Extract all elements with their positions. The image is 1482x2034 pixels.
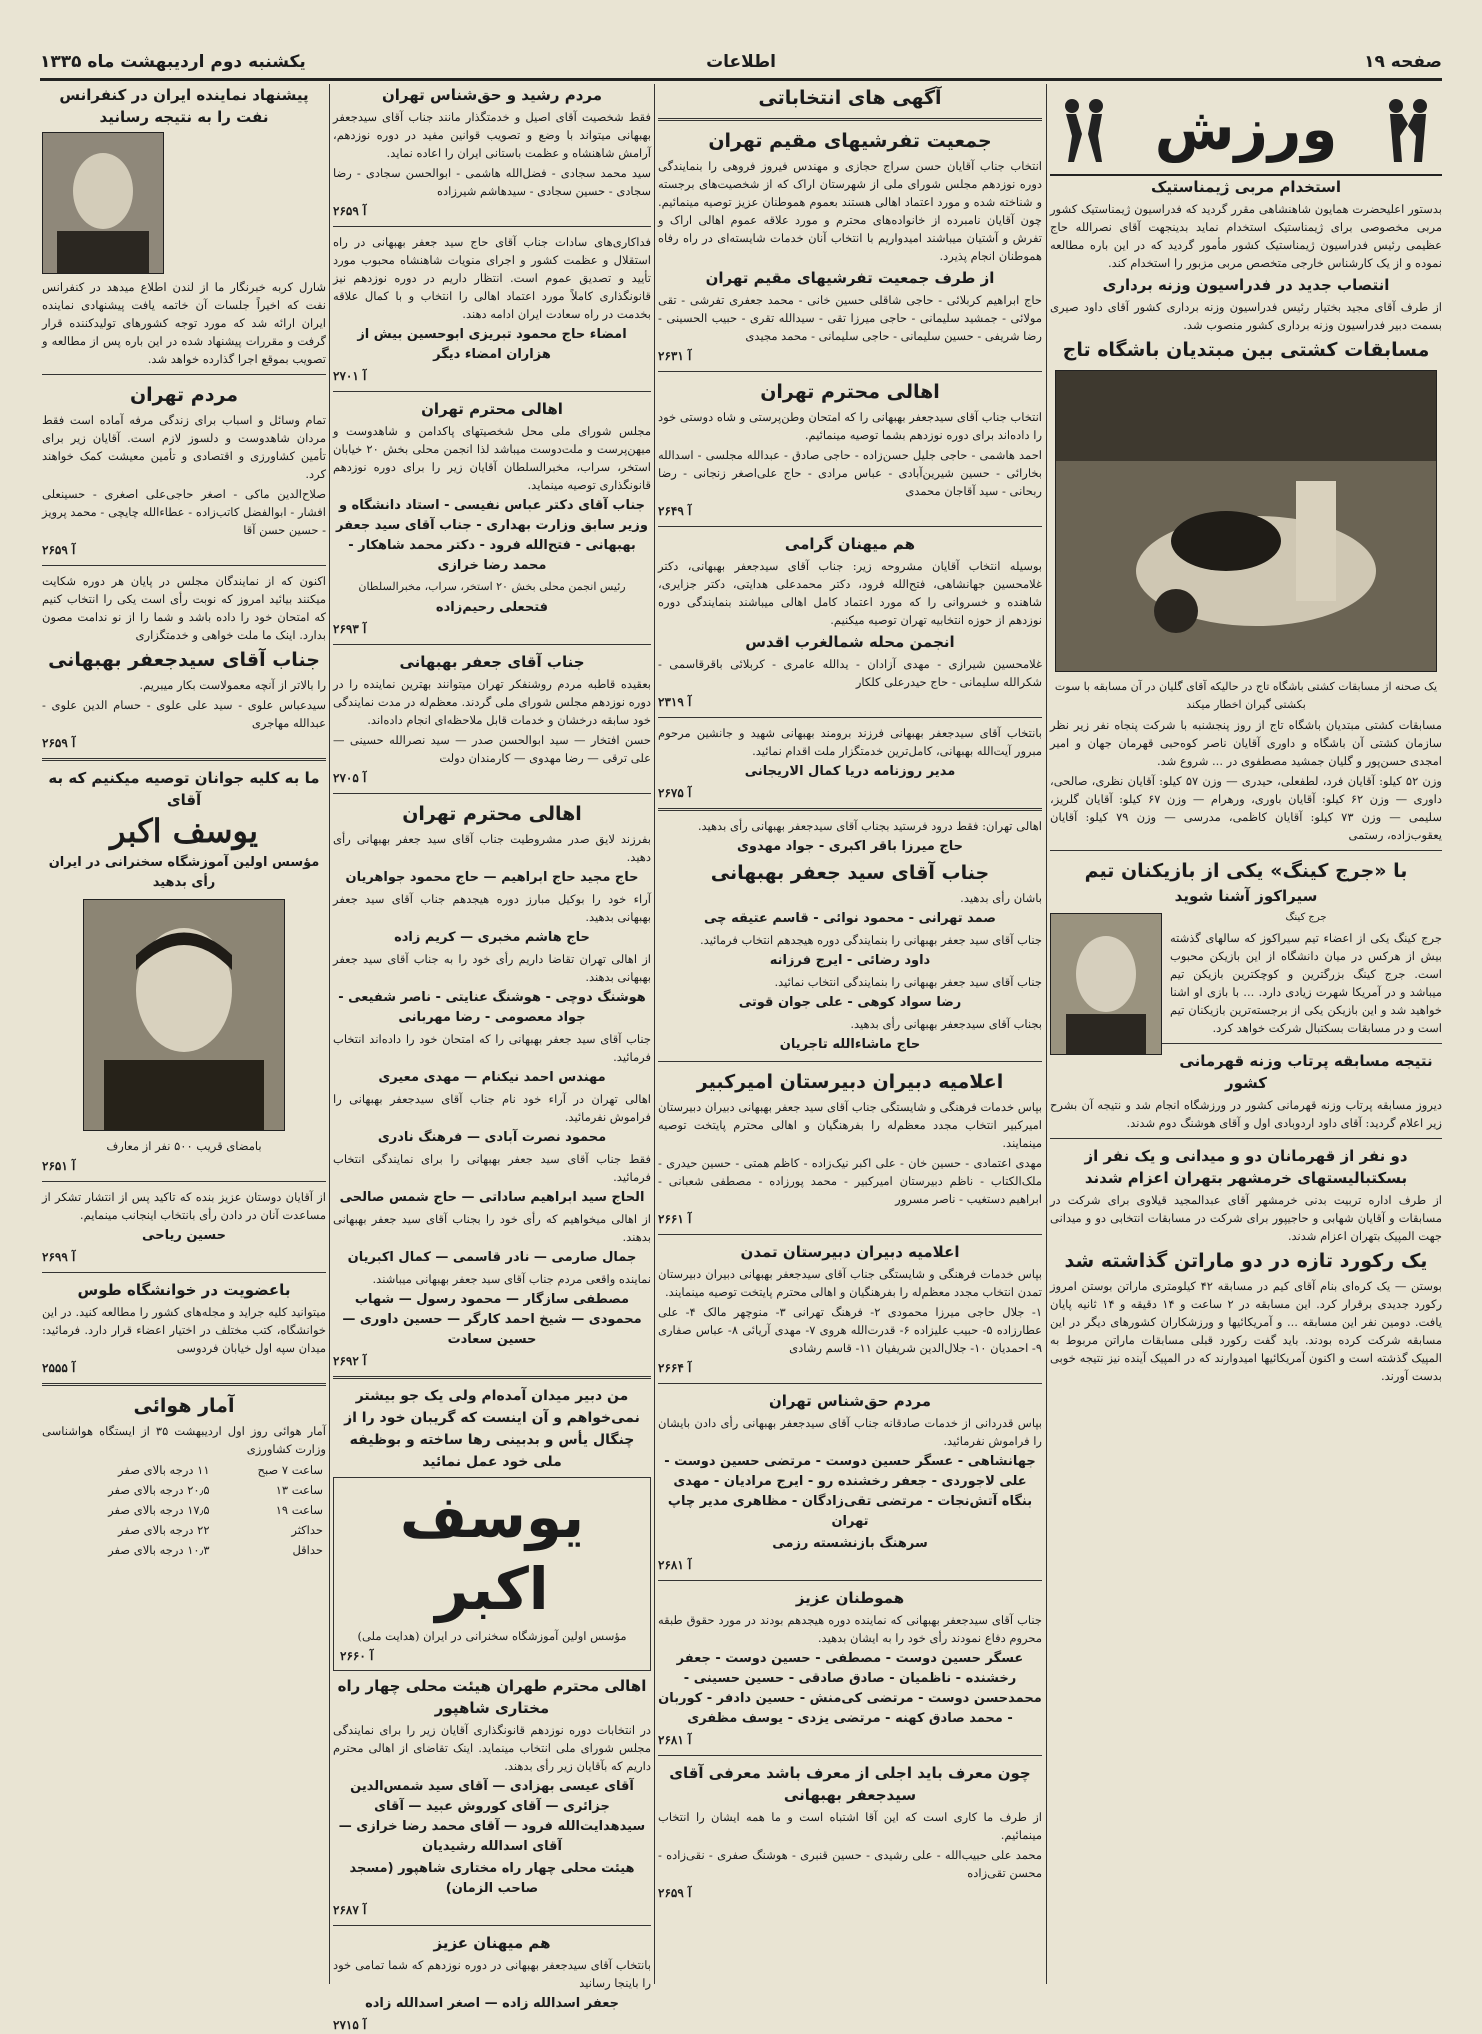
weather-label: حداقل [292,1543,323,1557]
issue-date: یکشنبه دوم اردیبهشت ماه ۱۳۳۵ [40,52,306,72]
behbahani-endorsement-body: اکنون که از نمایندگان مجلس در پایان هر دوره شکایت میکنند بیائید امروز که نوبت رأی است یکی را انتخاب کنیم که امتحان خود را داده باشد و شما را از نو ندامت مصون بدارد. اینک ما ملت خواهی و خدمتگزاری [42,574,326,642]
compatriots-ad-title: هم میهنان گرامی [784,535,916,553]
ad-code: آ ۲۵۵۵ [42,1361,76,1375]
table-row [42,1500,326,1520]
george-king-body: جرج کینگ یکی از اعضاء تیم سیراکوز که سالهای گذشته بیش از هرکس در میان دانشگاه از این بازیکن محبوب است. جرج کینگ بزرگترین و کوچکترین بازیکن تیم میباشد و در آمریکا شهرت زیادی دارد. ... با بازی او اشنا خواهید شد و این بازیکن یکی از برجسته‌ترین بازیکنان تیم است و در مسابقات بسکتبال شرکت خواهد کرد. [1170,931,1442,1035]
ad-signers: مهندس احمد نیکنام — مهدی معیری [378,1070,606,1085]
wrestling-photo-caption: یک صحنه از مسابقات کشتی باشگاه تاج در حالیکه آقای گلیان در آن مسابقه با سوت بکشتی گیران اخطار میکند [1054,680,1438,711]
behbahani-endorsement-name: جناب آقای سیدجعفر بهبهانی [48,649,320,671]
tafresh-ad-signers-title: از طرف جمعیت تفرشیهای مقیم تهران [705,269,995,287]
district20-ad-signer: رئیس انجمن محلی بخش ۲۰ استخر، سراب، مخبرالسلطان [358,580,626,593]
weather-label: ساعت ۱۳ [275,1483,323,1497]
tehran-ad-signers: احمد هاشمی - حاجی جلیل حسن‌زاده - حاجی صادق - عبدالله مجلسی - اسدالله بخارائی - حسین شیرین‌آبادی - عباس مرادی - حاج علی‌اصغر زنجانی - رضا ربحانی - سید آقاجان محمدی [658,448,1042,498]
ad-code: آ ۲۶۶۴ [658,1361,692,1375]
ad-body: آراء خود را بوکیل مبارز دوره هیجدهم جناب آقای سید جعفر بهبهانی بدهید. [333,892,651,924]
ad-signers: رضا سواد کوهی - علی جوان قوتی [738,995,962,1010]
weather-value: ۱۰٫۳ درجه بالای صفر [108,1543,210,1557]
table-row [42,1480,326,1500]
marathon-body: بوستن — یک کره‌ای بنام آقای کیم در مسابقه ۴۲ کیلومتری ماراتن بوستن امروز رکورد جدیدی برقرار کرد. این مسابقه در ۲ ساعت و ۱۴ دقیقه و ۱۴ ثانیه پایان یافت. دومین نفر این مسابقه ... و آمریکائیها و ورزشکاران کشورهای دیگر در این مسابقه شرکت کرده بودند. باید گفت رکورد قبلی مسابقات ماراتن مربوط به المپیک گذشته است و اکنون آمریکائیها امیدوارند که در المپیک آینده نیز نتیجه خوبی بدست آورند. [1050,1279,1443,1383]
behbahani-ad-body-2: جناب آقای سید جعفر بهبهانی را بنمایندگی دوره هیجدهم انتخاب فرمائید. [700,933,1042,947]
grateful-people-ad-sub: سرهنگ بازنشسته رزمی [772,1536,928,1551]
ad-signers: جعفر اسدالله زاده — اصغر اسدالله زاده [365,1996,619,2011]
toos-library-body: میتوانید کلیه جراید و مجله‌های کشور را مطالعه کنید. در این خوانشگاه، کتب مختلف در اختیار اعضاء قرار دارد. فرمائید: میدان سپه اول خیابان فردوسی [42,1305,326,1355]
jafar-ad-title: جناب آقای جعفر بهبهانی [399,653,585,671]
ad-signers: صمد تهرانی - محمود نوائی - قاسم عتیقه چی [704,911,996,926]
tamaddon-ad-body: بپاس خدمات فرهنگی و شایستگی جناب آقای سیدجعفر بهبهانی دبیران دبیرستان تمدن انتخاب مجدد معظم‌له را بفرهنگیان و اهالی محترم پایتخت توصیه مینمایند. [658,1267,1042,1299]
weather-value: ۲۰٫۵ درجه بالای صفر [108,1483,210,1497]
gymnastics-headline: استخدام مربی ژیمناستیک [1151,178,1341,196]
shahpour-ad-candidates: آقای عیسی بهزادی — آقای سید شمس‌الدین جزائری — آقای کوروش عبید — آقای سیدهدایت‌الله فرود — آقای محمد رضا خرازی — آقای اسدالله رشیدیان [338,1779,646,1854]
ad-body: فقط جناب آقای سید جعفر بهبهانی را برای نمایندگی انتخاب فرمائید. [333,1152,651,1184]
weather-value: ۲۲ درجه بالای صفر [118,1523,210,1537]
dear-compatriots-ad-title: هموطنان عزیز [795,1589,905,1607]
ad-body: جناب آقای سید جعفر بهبهانی را که امتحان خود را داده‌اند انتخاب فرمائید. [333,1032,651,1064]
wrestling-results: وزن ۵۲ کیلو: آقایان فرد، لطفعلی، حیدری — وزن ۵۷ کیلو: آقایان نظری، صالحی، داوری — وزن ۶۲ کیلو: آقایان باوری، ورهرام — وزن ۶۷ کیلو: آقایان گلریز، سلیمی — وزن ۷۳ کیلو: آقایان کاظمی، مدرسی — وزن ۷۹ کیلو: آقایان یعقوب‌زاده، رستمی [1050,774,1442,842]
behbahani-ad-body-4: بجناب آقای سیدجعفر بهبهانی رأی بدهید. [850,1017,1042,1031]
george-king-subhead: سیراکوز آشنا شوید [1174,887,1318,905]
rashid-ad-body: فقط شخصیت آقای اصیل و خدمتگذار مانند جناب آقای سیدجعفر بهبهانی میتواند با وضع و تصویب قوانین مفید در دوره نوزدهم، آرامش شاهنشاه و عظمت باستانی ایران را اعاده نماید. [333,110,651,160]
akbar-quote: من دبیر میدان آمده‌ام ولی یک جو بیشتر نمی‌خواهم و آن اینست که گریبان خود را از چنگال یأس و بدبینی رها ساخته و بوظیفه ملی خود عمل نمائید [344,1388,640,1470]
jafar-ad-signers: حسن افتخار — سید ابوالحسن صدر — سید نصرالله حسینی — علی ترقی — رضا مهدوی — کارمندان دولت [333,733,651,765]
introducer-ad-signers: محمد علی حبیب‌الله - علی رشیدی - حسین قنبری - هوشنگ صفری - نقی‌زاده - محسن تقی‌زاده [658,1848,1042,1880]
ad-code: آ ۲۶۸۱ [658,1558,692,1572]
ad-signers: الحاج سید ابراهیم ساداتی — حاج شمس صالحی [339,1190,645,1205]
ad-signers: حاج هاشم مخبری — کریم زاده [394,930,590,945]
darya-ad-body: بانتخاب آقای سیدجعفر بهبهانی فرزند برومند بهبهانی شهید و جانشین مرحوم مبرور آیت‌الله بهبهانی، کامل‌ترین خدمتگزار ملت اقدام نمائید. [658,726,1042,758]
table-row [42,1540,326,1560]
ad-body: اهالی تهران در آراء خود نام جناب آقای سیدجعفر بهبهانی را فراموش نفرمائید. [333,1092,651,1124]
khorramshahr-headline: دو نفر از قهرمانان دو و میدانی و یک نفر از بسکتبالیستهای خرمشهر بتهران اعزام شدند [1084,1147,1408,1187]
weather-intro: آمار هوائی روز اول اردیبهشت ۳۵ از ایستگاه هواشناسی وزارت کشاورزی [42,1424,326,1456]
tafresh-ad-signers: حاج ابراهیم کربلائی - حاجی شاقلی حسین خانی - محمد جعفری تفرشی - تقی مولائی - جمشید سلیمانی - حاجی میرزا تقی - سیدالله تقری - حبیب الحسینی - رضا شریفی - حسین سلیمانی - حاجی سلیمانی - محمد مجیدی [658,293,1042,343]
tafresh-ad-title: جمعیت تفرشیهای مقیم تهران [708,130,992,152]
weightlifting-body: از طرف آقای مجید بختیار رئیس فدراسیون وزنه برداری کشور آقای داود صیری بسمت دبیر فدراسیون وزنه برداری کشور منصوب شد. [1050,300,1442,332]
ad-body: نماینده واقعی مردم جناب آقای سید جعفر بهبهانی میباشند. [372,1272,651,1286]
newspaper-name: اطلاعات [706,52,776,72]
behbahani-ad-body-3: جناب آقای سید جعفر بهبهانی را بنمایندگی انتخاب نمائید. [774,975,1042,989]
portrait-image [84,900,284,1130]
ad-code: آ ۲۳۱۹ [658,695,692,709]
tafresh-ad-body: انتخاب جناب آقایان حسن سراج حجازی و مهندس فیروز فروهی را بنمایندگی دوره نوزدهم مجلس شورای ملی از شهرستان اراک که از شخصیت‌های برجسته و شناخته شده و مورد اعتماد اهالی هستند بعموم هموطنان عزیز توصیه مینمائیم. چون آقایان نامبرده از خانواده‌های محترم و مورد علاقه عموم اهالی اراک و تفرش و آشتیان میباشند امیدواریم با انتخاب آنان خدمات شایسته‌ای در راه رفاه هموطنان انجام پذیرد. [658,159,1042,263]
yousef-akbar-ad [333,1477,651,1671]
rashid-ad-title: مردم رشید و حق‌شناس تهران [381,86,603,104]
sacrifices-ad-signer: امضاء حاج محمود تبریزی ابوحسین بیش از هزاران امضاء دیگر [357,327,627,362]
sacrifices-ad-body: فداکاری‌های سادات جناب آقای حاج سید جعفر بهبهانی در راه استقلال و عظمت کشور و اجرای منویات شاهنشاه محبوب مورد تأیید و تصدیق عموم است. انتظار داریم در دوره نوزدهم نیز قانونگذاری کاملاً مورد اعتماد اهالی را انتخاب و با کمال علاقه بخدمت در راه سعادت ایران ادامه دهند. [333,235,651,321]
ad-code: آ ۲۶۸۷ [333,1903,367,1917]
portrait-image [1051,914,1161,1054]
tehran-people-ad-title: اهالی محترم تهران [402,803,582,825]
ad-code: آ ۲۶۹۲ [333,1354,367,1368]
wrestling-body: مسابقات کشتی مبتدیان باشگاه تاج از روز پنجشنبه با شرکت پنجاه نفر زیر نظر سازمان کشتی آن باشگاه و داوری آقایان ناصر کوه‌حبی قهرمان جهان و امیر امجدی حسن‌پور و گلیان جمشید مصطفوی در ... شروع شد. [1050,718,1442,768]
tehran-residents-ad: اهالی تهران: فقط درود فرستید بجناب آقای سیدجعفر بهبهانی رأی بدهید. [697,819,1042,833]
tehran-ad-body: انتخاب جناب آقای سیدجعفر بهبهانی را که امتحان وطن‌پرستی و شاه دوستی خود را داده‌اند برای دوره نوزدهم بشما توصیه مینمائیم. [658,410,1042,442]
sports-logo [1050,84,1442,176]
oil-conference-headline: پیشنهاد نماینده ایران در کنفرانس نفت را به نتیجه رسانید [59,86,309,126]
akbar-ad-title: ما به کلیه جوانان توصیه میکنیم که به آقای [48,769,320,809]
shahpour-ad-body: در انتخابات دوره نوزدهم قانونگذاری آقایان زیر را برای نمایندگی مجلس شورای ملی انتخاب مینماید. اینک تقاضای از اهالی محترم داریم که بآقایان زیر رأی بدهند. [333,1723,651,1773]
thanks-signer: حسین ریاحی [142,1228,226,1243]
sports-logo-text: ورزش [1154,95,1338,163]
column-rule [654,84,655,1984]
ad-signers: محمود نصرت آبادی — فرهنگ نادری [377,1130,607,1145]
akbar-ad-name: یوسف اکبر [110,812,258,850]
ad-code: آ ۲۷۱۵ [333,2018,367,2032]
akbar-ad-sub: مؤسس اولین آموزشگاه سخنرانی در ایران رأی بدهید [48,855,320,890]
grateful-people-ad-body: بپاس قدردانی از خدمات صادقانه جناب آقای سیدجعفر بهبهانی رأی دادن بایشان را فراموش نفرمائید. [658,1416,1042,1448]
ad-code: آ ۲۶۵۹ [42,543,76,557]
george-king-photo-caption: جرج کینگ [1285,912,1327,923]
portrait-image [43,133,163,273]
behbahani-endorsement-signers: سیدعباس علوی - سید علی علوی - حسام الدین علوی - عبدالله مهاجری [42,698,326,730]
ad-signers: هوشنگ دوچی - هوشنگ عنایتی - ناصر شفیعی - جواد معصومی - رضا مهربانی [338,990,646,1025]
ad-code: آ ۲۷۰۱ [333,369,367,383]
ad-signers: حاج ماشاءالله تاجریان [779,1037,921,1052]
yousef-akbar-sub: مؤسس اولین آموزشگاه سخنرانی در ایران (هدایت ملی) [357,1629,627,1643]
oil-conference-photo [42,132,164,274]
ad-code: آ ۲۶۵۹ [42,736,76,750]
behbahani-endorsement-body-2: را بالاتر از آنچه معمولاست بکار میبریم. [139,678,326,692]
election-ads-column-2 [333,84,651,2032]
ad-code: آ ۲۶۶۰ [340,1649,374,1663]
george-king-headline: با «جرج کینگ» یکی از بازیکنان تیم [1084,860,1408,882]
weather-table [42,1460,326,1560]
gymnastics-body: بدستور اعلیحضرت همایون شاهنشاهی مقرر گردید که فدراسیون ژیمناستیک کشور مربی مخصوصی برای ژیمناستیک استخدام نماید بدینجهت آقای نصرالله حاج عظیمی رئیس فدراسیون ژیمناستیک کشور مأمور گردید که در این باره مطالعه نموده و از یک کارشناس خارجی متخصص مربی مزبور را استخدام کند. [1050,202,1442,270]
sports-column [1050,84,1442,1984]
darya-ad-signer: مدیر روزنامه دریا کمال الاریجانی [744,764,956,779]
ad-code: آ ۲۶۵۹ [658,1886,692,1900]
ad-code: آ ۲۶۵۱ [42,1159,76,1173]
grateful-people-ad-title: مردم حق‌شناس تهران [768,1392,932,1410]
table-row [42,1520,326,1540]
ad-signers: حاج میرزا باقر اکبری - جواد مهدوی [736,839,964,854]
boxers-icon [1378,94,1438,164]
ad-code: آ ۲۶۸۱ [658,1733,692,1747]
tehran-people-ad-body: بفرزند لایق صدر مشروطیت جناب آقای سید جعفر بهبهانی رأی دهید. [333,832,651,864]
ad-signers: مصطفی سازگار — محمود رسول — شهاب محمودی — شیخ احمد کارگر — حسین داوری — حسین سعادت [342,1292,642,1347]
district20-ad-candidates: جناب آقای دکتر عباس نفیسی - استاد دانشگاه و وزیر سابق وزارت بهداری - جناب آقای سید جعفر بهبهانی - فتح‌الله فرود - دکتر محمد شاهکار - محمد رضا خرازی [336,498,648,573]
akbar-ad-footer: بامضای قریب ۵۰۰ نفر از معارف [106,1139,262,1153]
weather-label: ساعت ۷ صبح [257,1463,323,1477]
column-rule [1046,84,1047,1984]
grateful-people-ad-signers: جهانشاهی - عسگر حسین دوست - مرتضی حسین دوست - علی لاجوردی - جعفر رخشنده رو - ایرج مرادیان - مهدی بنگاه آتش‌نجات - مرتضی تقی‌زادگان - مظاهری مدیر چاپ تهران [664,1454,1036,1529]
ad-code: آ ۲۶۵۹ [333,204,367,218]
ad-signers: داود رضائی - ایرج فرزانه [769,953,931,968]
tehran-people-signers: صلاح‌الدین ماکی - اصغر حاجی‌علی اصغری - حسینعلی افشار - ابوالفضل کاتب‌زاده - عطاءالله چایچی - محمد پرویز - حسین حسن آقا [42,487,326,537]
ad-body: از اهالی میخواهیم که رأی خود را بجناب آقای سید جعفر بهبهانی بدهند. [333,1212,651,1244]
rashid-ad-signers: سید محمد سجادی - فضل‌الله هاشمی - ابوالحسن سجادی - رضا سجادی - حسین سجادی - سیدهاشم شیرزاده [333,166,651,198]
weather-label: ساعت ۱۹ [275,1503,323,1517]
ad-signers: حاج مجید حاج ابراهیم — حاج محمود جواهریان [345,870,639,885]
introducer-ad-title: چون معرف باید اجلی از معرف باشد معرفی آقای سیدجعفر بهبهانی [669,1764,1031,1804]
masthead [40,48,1442,81]
ad-code: آ ۲۶۴۹ [658,504,692,518]
jafar-ad-body: بعقیده قاطبه مردم روشنفکر تهران میتوانند بهترین نماینده را در دوره نوزدهم مجلس شورای ملی گردند. معظم‌له در مدت نمایندگی خود سابقه درخشان و خدمات قابل ملاحظه‌ای انجام داده‌اند. [333,677,651,727]
tehran-people-headline: مردم تهران [129,384,239,406]
george-king-photo [1050,913,1162,1055]
wrestlers-icon [1054,94,1114,164]
introducer-ad-body: از طرف ما کاری است که این آقا اشتباه است و ما همه ایشان را انتخاب مینمائیم. [658,1810,1042,1842]
aqdas-ad-title: انجمن محله شمالغرب اقدس [745,633,955,651]
column-rule [329,84,330,1984]
yousef-akbar-name: یوسف اکبر [399,1483,585,1623]
election-ads-header: آگهی های انتخاباتی [758,87,942,109]
weather-value: ۱۱ درجه بالای صفر [118,1463,210,1477]
dear-compatriots-ad-body: جناب آقای سیدجعفر بهبهانی که نماینده دوره هیجدهم بودند در مورد حقوق طبقه محروم دفاع نمودند رأی خود را به ایشان بدهید. [658,1613,1042,1645]
ad-code: آ ۲۷۰۵ [333,771,367,785]
tehran-people-body: تمام وسائل و اسباب برای زندگی مرفه آماده است فقط مردان شاهدوست و دلسوز لازم است. آقایان زیر برای تأمین کشاورزی و اقتصادی و تأمین معیشت کمک خواهند کرد. [42,413,326,481]
ad-code: آ ۲۶۶۱ [658,1212,692,1226]
amirkabir-ad-title: اعلامیه دبیران دبیرستان امیرکبیر [696,1071,1004,1093]
tamaddon-ad-title: اعلامیه دبیران دبیرستان تمدن [740,1243,960,1261]
thanks-body: از آقایان دوستان عزیز بنده که تاکید پس از انتشار تشکر از مساعدت آنان در دادن رأی بانتخاب اینجانب مینمایم. [42,1190,326,1222]
behbahani-ad-title: جناب آقای سید جعفر بهبهانی [710,862,990,884]
marathon-headline: یک رکورد تازه در دو ماراتن گذاشته شد [1064,1250,1428,1272]
misc-column [42,84,326,1984]
ad-code: آ ۲۶۹۳ [333,622,367,636]
election-ads-column [658,84,1042,1984]
tehran-ad-title: اهالی محترم تهران [760,381,940,403]
ad-body: از اهالی تهران تقاضا داریم رأی خود را به جناب آقای سید جعفر بهبهانی بدهند. [333,952,651,984]
behbahani-ad-body: باشان رأی بدهید. [960,891,1042,905]
ad-code: آ ۲۶۷۵ [658,786,692,800]
district20-ad-signer-name: فتحعلی رحیم‌زاده [435,600,549,615]
weather-label: حداکثر [291,1523,323,1537]
amirkabir-ad-body: بپاس خدمات فرهنگی و شایستگی جناب آقای سید جعفر بهبهانی دبیران دبیرستان امیرکبیر انتخاب مجدد معظم‌له را بفرهنگیان و اهالی محترم پایتخت توصیه مینمایند. [658,1100,1042,1150]
ad-signers: جمال صارمی — نادر قاسمی — کمال اکبریان [347,1250,637,1265]
compatriots-ad-title-2: هم میهنان عزیز [433,1934,551,1952]
weightlifting-headline: انتصاب جدید در فدراسیون وزنه برداری [1102,276,1390,294]
compatriots-ad-body-2: بانتخاب آقای سیدجعفر بهبهانی در دوره نوزدهم که شما تمامی خود را باینجا رسانید [333,1958,651,1990]
dear-compatriots-ad-signers: عسگر حسین دوست - مصطفی - حسین دوست - جعفر رخشنده - ناظمیان - صادق صادقی - حسین حسینی - محمدحسن دوست - مرتضی کی‌منش - حسین دادفر - کوربان - محمد صادق کهنه - مرتضی یزدی - یوسف مظفری [658,1651,1042,1726]
toos-library-title: باعضویت در خوانشگاه طوس [77,1281,291,1299]
aqdas-ad-signers: غلامحسین شیرازی - مهدی آزادان - یدالله عامری - کربلائی باقرقاسمی - شکرالله سلیمانی - حاج حیدرعلی کلکار [658,657,1042,689]
ad-code: آ ۲۶۹۹ [42,1250,76,1264]
ad-code: آ ۲۶۳۱ [658,349,692,363]
shot-put-body: دیروز مسابقه پرتاب وزنه قهرمانی کشور در ورزشگاه انجام شد و نتیجه آن بشرح زیر اعلام گردید: آقای داود اردوبادی اول و آقای هوشنگ دوم شدند. [1050,1098,1442,1130]
wrestling-photo [1055,370,1437,672]
district20-ad-body: مجلس شورای ملی محل شخصیتهای پاکدامن و شاهدوست و میهن‌پرست و ملت‌دوست میباشد لذا انجمن محلی بخش ۲۰ خیابان استخر، سراب، مخبرالسلطان آقایان زیر را برای دوره نوزدهم قانونگذاری توصیه مینماید. [333,424,651,492]
amirkabir-ad-signers: مهدی اعتمادی - حسین خان - علی اکبر نیک‌زاده - کاظم همتی - حسین حیدری - ملک‌الکتاب - ناظم دبیرستان امیرکبیر - محمد پورزاده - مصطفی شعبانی - ابراهیم دستغیب - ناصر مسرور [658,1156,1042,1206]
wrestling-headline: مسابقات کشتی بین مبتدیان باشگاه تاج [1062,339,1430,361]
district20-ad-title: اهالی محترم تهران [421,400,563,418]
tamaddon-ad-signers: ۱- جلال حاجی میرزا محمودی ۲- فرهنگ تهرانی ۳- منوچهر مالک ۴- علی عطارزاده ۵- حبیب علیزاده ۶- قدرت‌الله هروی ۷- مهدی آریائی ۸- عباس صفاری ۹- احمدیان ۱۰- جلال‌الدین شریفیان ۱۱- قاسم رشادی [658,1305,1042,1355]
weather-headline: آمار هوائی [133,1395,235,1417]
weather-value: ۱۷٫۵ درجه بالای صفر [108,1503,210,1517]
table-row [42,1460,326,1480]
akbar-photo [83,899,285,1131]
shahpour-ad-title: اهالی محترم طهران هیئت محلی چهار راه مختاری شاهپور [337,1677,647,1717]
compatriots-ad-body: بوسیله انتخاب آقایان مشروحه زیر: جناب آقای سیدجعفر بهبهانی، دکتر غلامحسین جهانشاهی، فتح‌الله فرود، دکتر محمدعلی هدایتی، دکتر جزایری، شاهنده و خسروانی را که مورد اعتماد کامل اهالی میباشند بنمایندگی دوره نوزدهم از حوزه انتخابیه تهران توصیه میکنیم. [658,559,1042,627]
wrestlers-photo-image [1056,371,1436,671]
shot-put-headline: نتیجه مسابقه پرتاب وزنه قهرمانی کشور [1179,1052,1433,1092]
shahpour-ad-signer: هیئت محلی چهار راه مختاری شاهپور (مسجد صاحب الزمان) [349,1861,635,1896]
oil-conference-body: شارل کربه خبرنگار ما از لندن اطلاع میدهد در کنفرانس نفت که اخیراً جلسات آن خاتمه یافت پیشنهادی نماینده ایران ارائه شد که مورد توجه کشورهای تولیدکننده قرار گرفت و مقررات پیشنهاد شده در این باره پس از مطالعه و تصویب بموقع اجرا گذارده خواهد شد. [42,280,326,366]
khorramshahr-body: از طرف اداره تربیت بدنی خرمشهر آقای عبدالمجید قیلاوی برای شرکت در مسابقات و آقایان شهابی و حاجیپور برای شرکت در مسابقات انتخابی دو و میدانی جهت المپیک بتهران اعزام شدند. [1050,1193,1442,1243]
page-number: صفحه ۱۹ [1364,52,1442,72]
